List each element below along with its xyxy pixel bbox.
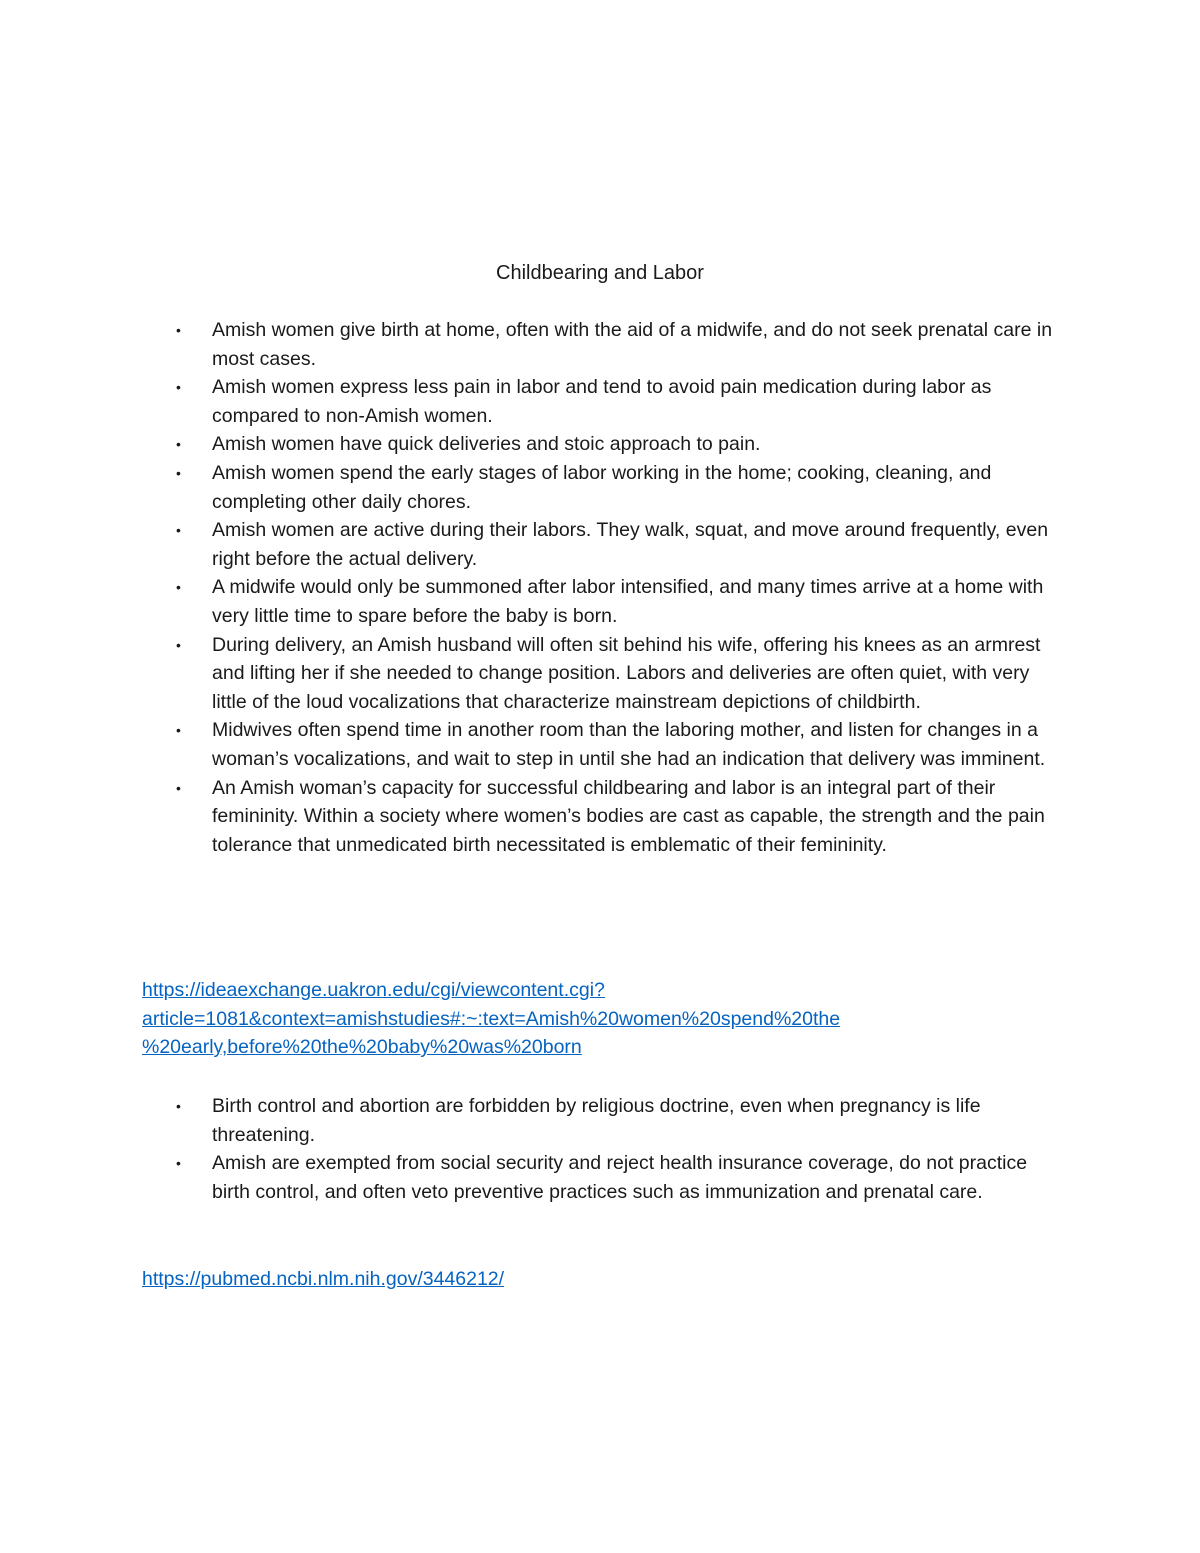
bullet-list-section-2	[0, 1092, 1200, 1206]
list-item-text: Amish women are active during their labors. They walk, squat, and move around frequently, even right before the actual delivery.	[212, 519, 1049, 570]
bullet-icon: •	[176, 779, 181, 796]
list-item-text: Birth control and abortion are forbidden by religious doctrine, even when pregnancy is life threatening.	[212, 1095, 981, 1146]
list-item	[0, 716, 1200, 773]
list-item	[0, 316, 1200, 373]
bullet-icon: •	[176, 1098, 181, 1114]
list-item-text: During delivery, an Amish husband will often sit behind his wife, offering his knees as an armrest and lifting her if she needed to change position. Labors and deliveries are often quiet, with very little of the loud vocalizations that characterize mainstream depictions of childbirth.	[212, 633, 1041, 713]
bullet-icon: •	[176, 1155, 181, 1172]
bullet-icon: •	[176, 722, 181, 739]
list-item-text: Midwives often spend time in another room than the laboring mother, and listen for changes in a woman’s vocalizations, and wait to step in until she had an indication that delivery was imminent.	[212, 719, 1046, 770]
bullet-icon: •	[176, 522, 181, 539]
source-link-pubmed[interactable]: https://pubmed.ncbi.nlm.nih.gov/3446212/	[142, 1268, 505, 1290]
document-title: Childbearing and Labor	[496, 262, 704, 284]
bullet-icon: •	[176, 322, 181, 338]
bullet-list-section-1	[0, 316, 1200, 859]
list-item	[0, 373, 1200, 430]
link-line: article=1081&context=amishstudies#:~:text=Amish%20women%20spend%20the	[142, 1007, 841, 1030]
list-item	[0, 1092, 1200, 1149]
bullet-icon: •	[176, 464, 181, 481]
link-line: %20early,before%20the%20baby%20was%20born	[142, 1036, 582, 1059]
list-item	[0, 1149, 1200, 1206]
list-item-text: An Amish woman’s capacity for successful childbearing and labor is an integral part of their femininity. Within a society where women’s bodies are cast as capable, the strength and the pain tolerance that unmedicated birth necessitated is emblematic of their femininity.	[212, 776, 1045, 856]
list-item-text: Amish women express less pain in labor and tend to avoid pain medication during labor as compared to non-Amish women.	[212, 376, 992, 427]
list-item-text: Amish are exempted from social security and reject health insurance coverage, do not practice birth control, and often veto preventive practices such as immunization and prenatal care.	[212, 1152, 1028, 1203]
list-item-text: Amish women spend the early stages of labor working in the home; cooking, cleaning, and completing other daily chores.	[212, 461, 992, 513]
list-item-text: A midwife would only be summoned after labor intensified, and many times arrive at a home with very little time to spare before the baby is born.	[212, 576, 1044, 627]
list-item	[0, 573, 1200, 630]
bullet-icon: •	[176, 436, 181, 453]
bullet-icon: •	[176, 636, 181, 653]
bullet-icon: •	[176, 579, 181, 596]
list-item	[0, 631, 1200, 717]
list-item	[0, 459, 1200, 516]
list-item	[0, 430, 1200, 459]
list-item	[0, 516, 1200, 573]
link-line: https://ideaexchange.uakron.edu/cgi/viewcontent.cgi?	[142, 979, 605, 1001]
source-link-ideaexchange[interactable]	[142, 976, 942, 1062]
list-item-text: Amish women give birth at home, often with the aid of a midwife, and do not seek prenatal care in most cases.	[212, 319, 1053, 370]
bullet-icon: •	[176, 379, 181, 396]
list-item-text: Amish women have quick deliveries and stoic approach to pain.	[212, 433, 761, 456]
list-item	[0, 774, 1200, 860]
